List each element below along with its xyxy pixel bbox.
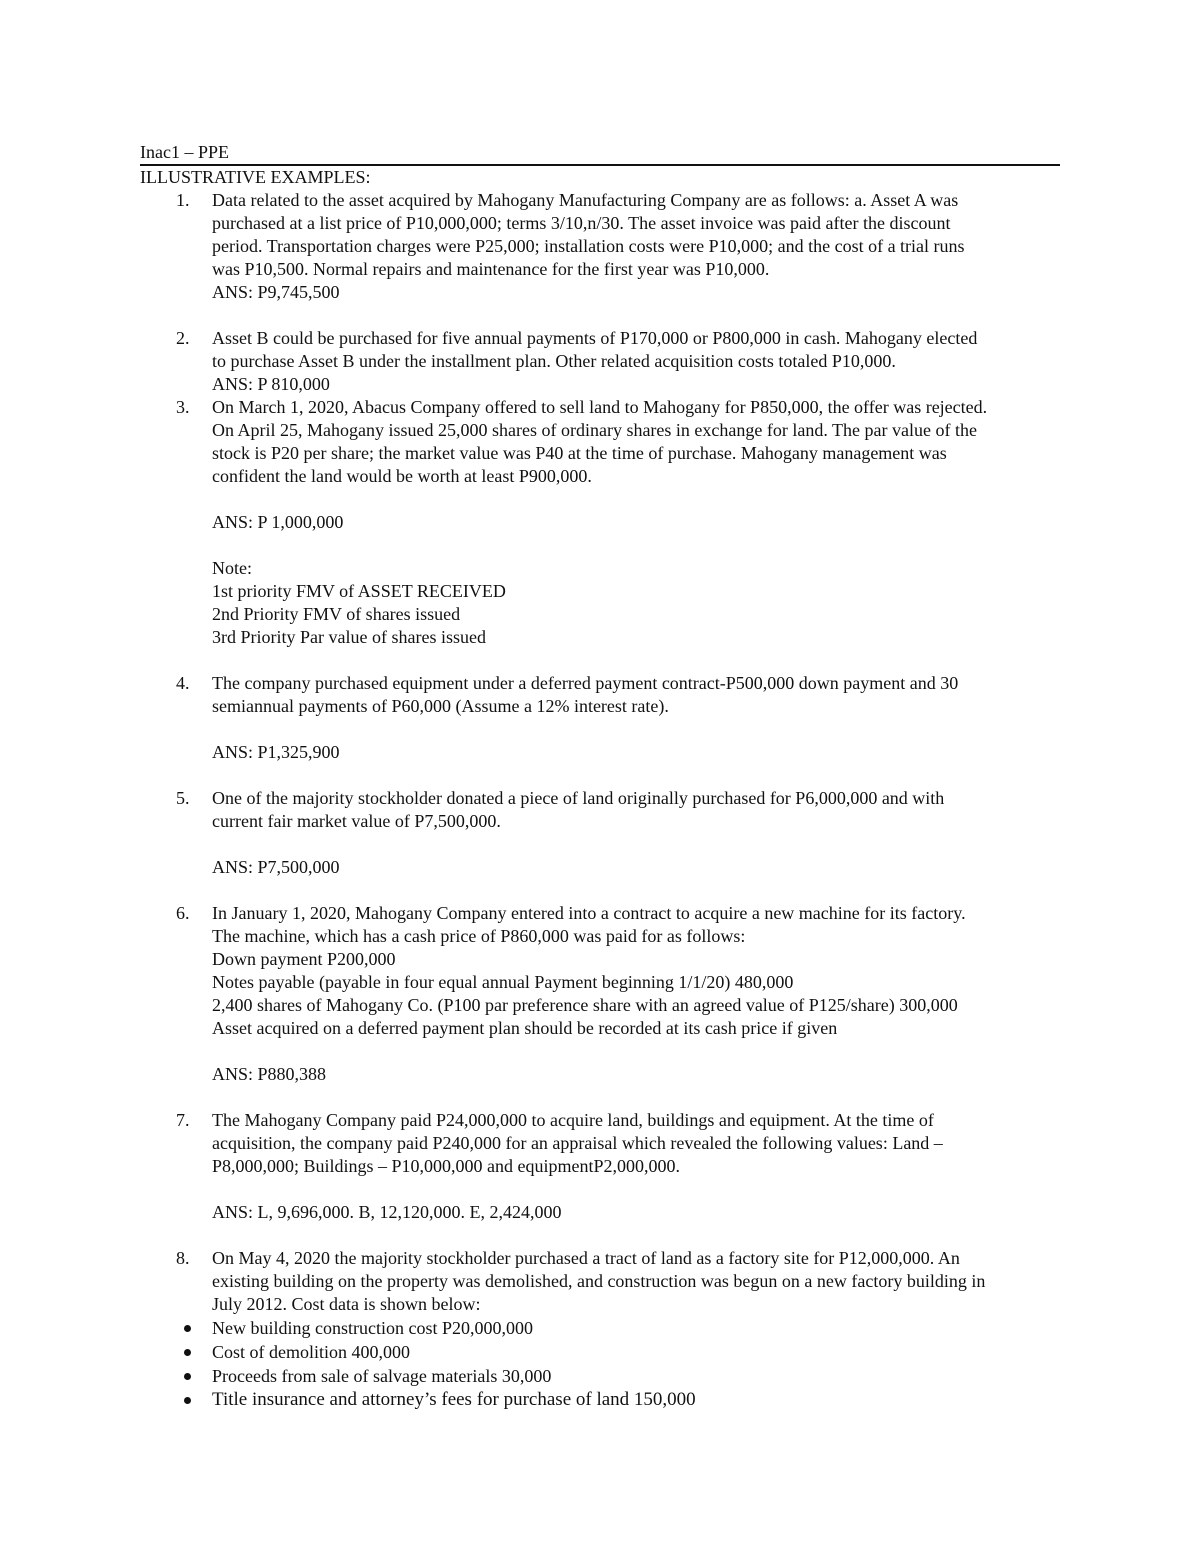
item-text-line: On March 1, 2020, Abacus Company offered to sell land to Mahogany for P850,000, the offer was rejected. [212,397,988,417]
item-text-line: The machine, which has a cash price of P860,000 was paid for as follows: [212,926,746,946]
item-text-line: existing building on the property was demolished, and construction was begun on a new factory building in [212,1271,986,1291]
item-answer: ANS: P7,500,000 [212,857,340,877]
examples-list [140,189,1060,1316]
item-text-line: July 2012. Cost data is shown below: [212,1294,481,1314]
spacer [212,718,1060,741]
cost-data-text: Title insurance and attorney’s fees for purchase of land 150,000 [212,1389,696,1410]
item-number: 1. [176,190,190,210]
item-answer: ANS: L, 9,696,000. B, 12,120,000. E, 2,424,000 [212,1202,562,1222]
item-text-line: On May 4, 2020 the majority stockholder purchased a tract of land as a factory site for P12,000,000. An [212,1248,960,1268]
item-text-line: The company purchased equipment under a deferred payment contract-P500,000 down payment and 30 [212,673,959,693]
item-number: 4. [176,673,190,693]
spacer [212,1178,1060,1201]
item-text-line: Asset B could be purchased for five annual payments of P170,000 or P800,000 in cash. Mahogany elected [212,328,978,348]
item-answer: ANS: P880,388 [212,1064,327,1084]
document-page [140,141,1060,1412]
spacer [212,534,1060,557]
cost-data-list [140,1316,1060,1412]
spacer [212,488,1060,511]
cost-data-text: Cost of demolition 400,000 [212,1342,410,1362]
item-text-line: semiannual payments of P60,000 (Assume a 12% interest rate). [212,696,669,716]
note-line: 1st priority FMV of ASSET RECEIVED [212,581,506,601]
section-title: ILLUSTRATIVE EXAMPLES: [140,167,371,187]
item-number: 6. [176,903,190,923]
spacer [212,1224,1060,1247]
bullet-icon [184,1373,191,1380]
bullet-icon [184,1325,191,1332]
cost-data-text: New building construction cost P20,000,000 [212,1318,533,1338]
bullet-icon [184,1349,191,1356]
item-text-line: Notes payable (payable in four equal annual Payment beginning 1/1/20) 480,000 [212,972,794,992]
item-text-line: stock is P20 per share; the market value was P40 at the time of purchase. Mahogany management was [212,443,947,463]
example-item-3 [140,396,1060,672]
item-text-line: In January 1, 2020, Mahogany Company entered into a contract to acquire a new machine for its factory. [212,903,966,923]
item-text-line: Asset acquired on a deferred payment plan should be recorded at its cash price if given [212,1018,838,1038]
cost-data-item [140,1340,1060,1364]
item-text-line: was P10,500. Normal repairs and maintenance for the first year was P10,000. [212,259,770,279]
item-number: 3. [176,397,190,417]
example-item-6 [140,902,1060,1109]
cost-data-text: Proceeds from sale of salvage materials 30,000 [212,1366,552,1386]
cost-data-item [140,1388,1060,1412]
document-header: Inac1 – PPE [140,142,229,162]
note-line: 2nd Priority FMV of shares issued [212,604,461,624]
item-text-line: acquisition, the company paid P240,000 for an appraisal which revealed the following values: Land – [212,1133,943,1153]
note-line: Note: [212,558,252,578]
item-answer: ANS: P1,325,900 [212,742,340,762]
item-answer: ANS: P9,745,500 [212,282,340,302]
item-text-line: Down payment P200,000 [212,949,396,969]
item-text-line: P8,000,000; Buildings – P10,000,000 and equipmentP2,000,000. [212,1156,681,1176]
item-text-line: period. Transportation charges were P25,000; installation costs were P10,000; and the cost of a trial runs [212,236,965,256]
item-text-line: purchased at a list price of P10,000,000; terms 3/10,n/30. The asset invoice was paid after the discount [212,213,951,233]
item-number: 7. [176,1110,190,1130]
example-item-7 [140,1109,1060,1247]
spacer [212,1086,1060,1109]
cost-data-item [140,1364,1060,1388]
spacer [212,304,1060,327]
example-item-1 [140,189,1060,327]
item-text-line: to purchase Asset B under the installment plan. Other related acquisition costs totaled P10,000. [212,351,896,371]
item-text-line: 2,400 shares of Mahogany Co. (P100 par preference share with an agreed value of P125/share) 300,000 [212,995,958,1015]
example-item-2 [140,327,1060,396]
spacer [212,764,1060,787]
spacer [212,833,1060,856]
cost-data-item [140,1316,1060,1340]
bullet-icon [184,1397,191,1404]
item-answer: ANS: P 810,000 [212,374,330,394]
spacer [212,879,1060,902]
spacer [212,649,1060,672]
note-line: 3rd Priority Par value of shares issued [212,627,486,647]
item-text-line: current fair market value of P7,500,000. [212,811,501,831]
item-text-line: One of the majority stockholder donated a piece of land originally purchased for P6,000,000 and with [212,788,945,808]
item-number: 8. [176,1248,190,1268]
item-text-line: On April 25, Mahogany issued 25,000 shares of ordinary shares in exchange for land. The par value of the [212,420,977,440]
item-number: 5. [176,788,190,808]
example-item-4 [140,672,1060,787]
item-number: 2. [176,328,190,348]
item-text-line: Data related to the asset acquired by Mahogany Manufacturing Company are as follows: a. Asset A was [212,190,959,210]
item-answer: ANS: P 1,000,000 [212,512,344,532]
example-item-8 [140,1247,1060,1316]
example-item-5 [140,787,1060,902]
item-text-line: confident the land would be worth at least P900,000. [212,466,592,486]
item-text-line: The Mahogany Company paid P24,000,000 to acquire land, buildings and equipment. At the time of [212,1110,934,1130]
spacer [212,1040,1060,1063]
